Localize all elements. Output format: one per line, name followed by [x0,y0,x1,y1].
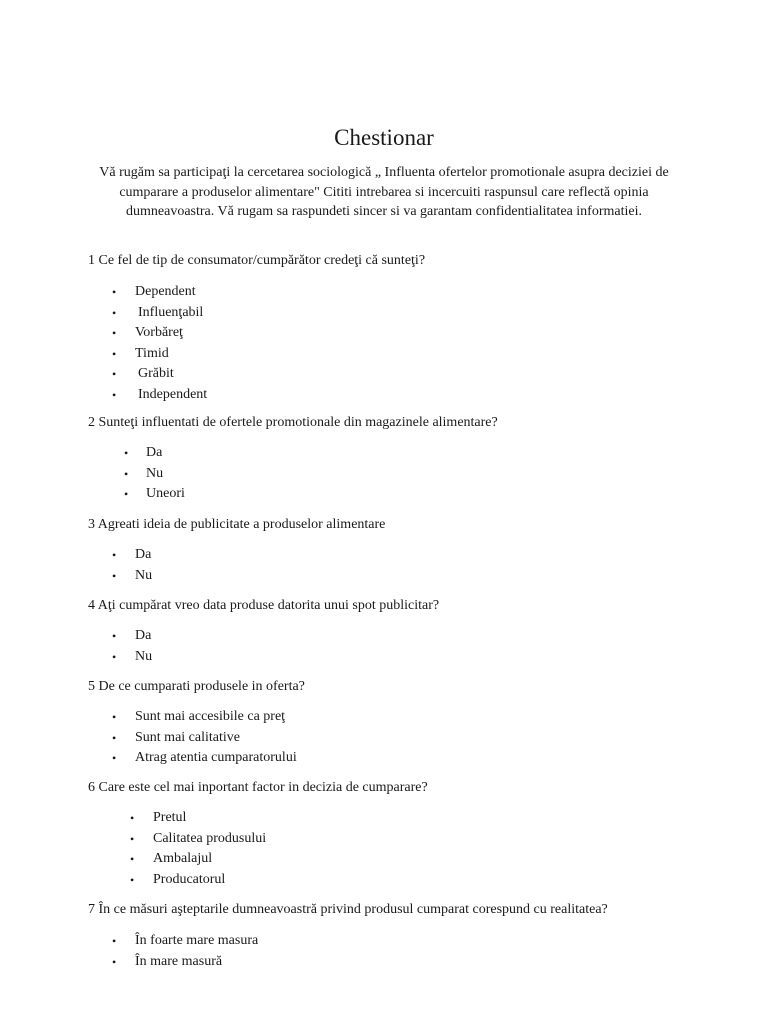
option-label: Nu [146,465,164,481]
bullet-icon: • [112,305,117,320]
option-label: Da [135,628,152,643]
option-label: Nu [135,567,153,583]
bullet-icon: • [112,629,117,643]
intro-paragraph: Vă rugăm sa participaţi la cercetarea sociologică „ Influenta ofertelor promotionale asupra deciziei de cumparare a produselor alimentare" Cititi intrebarea si incercuiti raspunsul care reflectă opinia dumneavoastra. Vă rugam sa raspundeti sincer si va garantam confidentialitatea informatiei. [99,165,669,219]
document-title: Chestionar [334,125,434,150]
bullet-icon: • [130,872,135,887]
option-label: Producatorul [153,871,226,887]
bullet-icon: • [130,831,135,846]
option-label: Da [146,445,163,460]
option-label: În mare masură [135,953,223,969]
question-1: 1 Ce fel de tip de consumator/cumpărător credeţi că sunteţi? [88,253,426,268]
option-label: Atrag atentia cumparatorului [135,750,297,765]
option-label: Da [135,547,152,562]
bullet-icon: • [112,568,117,583]
bullet-icon: • [112,346,117,361]
bullet-icon: • [130,852,135,866]
bullet-icon: • [124,487,129,501]
option-label: Uneori [146,486,185,501]
option-label: Ambalajul [153,851,213,866]
question-4: 4 Aţi cumpărat vreo data produse datorita unui spot publicitar? [88,598,440,613]
option-label: Sunt mai accesibile ca preţ [135,709,286,724]
question-5: 5 De ce cumparati produsele in oferta? [88,679,305,694]
option-label: Pretul [153,810,187,825]
bullet-icon: • [124,466,129,481]
question-2: 2 Sunteţi influentati de ofertele promotionale din magazinele alimentare? [88,415,498,430]
bullet-icon: • [112,326,117,340]
option-label: Timid [135,345,169,361]
bullet-icon: • [130,811,135,825]
bullet-icon: • [124,446,129,460]
question-3: 3 Agreati ideia de publicitate a produselor alimentare [88,517,386,532]
option-label: Vorbăreţ [135,325,183,340]
bullet-icon: • [112,387,117,402]
bullet-icon: • [112,934,117,948]
option-label: Influenţabil [138,304,204,320]
bullet-icon: • [112,954,117,969]
bullet-icon: • [112,285,117,299]
option-label: Dependent [135,284,196,299]
bullet-icon: • [112,649,117,664]
option-label: Sunt mai calitative [135,729,240,745]
option-label: Calitatea produsului [153,830,267,846]
bullet-icon: • [112,710,117,724]
option-label: Grăbit [138,366,174,381]
question-6: 6 Care este cel mai inportant factor in decizia de cumparare? [88,780,428,795]
bullet-icon: • [112,730,117,745]
bullet-icon: • [112,548,117,562]
bullet-icon: • [112,367,117,381]
option-label: Independent [138,386,208,402]
bullet-icon: • [112,751,117,765]
option-label: În foarte mare masura [135,933,259,948]
option-label: Nu [135,648,153,664]
question-7: 7 În ce măsuri aşteptarile dumneavoastră privind produsul cumparat corespund cu realitatea? [88,902,608,917]
